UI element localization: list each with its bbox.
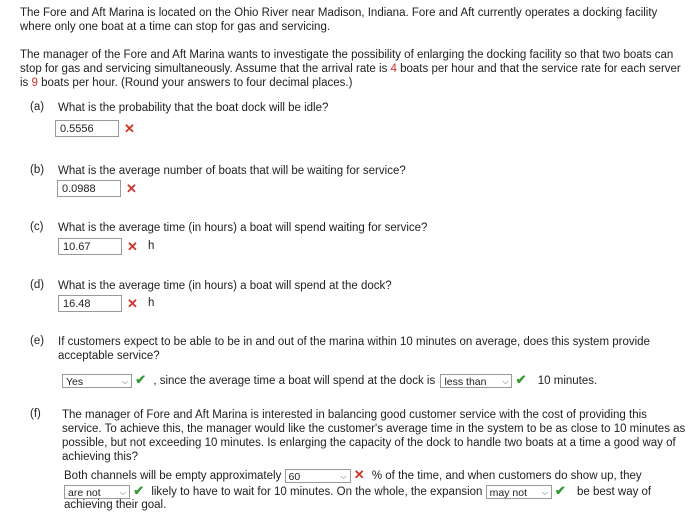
expansion-select-value: may not bbox=[489, 486, 528, 499]
question-c-text: What is the average time (in hours) a boat will spend waiting for service? bbox=[58, 222, 428, 234]
answer-b-input[interactable]: 0.0988 bbox=[57, 180, 121, 197]
unit-c-label: h bbox=[148, 240, 155, 252]
answer-e-end-text: 10 minutes. bbox=[537, 375, 598, 387]
incorrect-a-icon: ✕ bbox=[124, 121, 135, 136]
answer-f-line3: achieving their goal. bbox=[64, 499, 167, 511]
empty-percent-select-value: 60 bbox=[288, 470, 301, 483]
answer-d-input[interactable]: 16.48 bbox=[58, 295, 122, 312]
problem-setup bbox=[20, 48, 685, 90]
question-a-text: What is the probability that the boat dock will be idle? bbox=[58, 102, 329, 114]
answer-f-line1-pre: Both channels will be empty approximately bbox=[64, 470, 282, 482]
expansion-select[interactable] bbox=[486, 485, 552, 499]
comparison-select-value: less than bbox=[444, 375, 487, 388]
answer-c-input[interactable]: 10.67 bbox=[58, 238, 122, 255]
arrival-rate: 4 bbox=[390, 63, 397, 75]
correct-e2-icon: ✔ bbox=[515, 372, 527, 387]
question-a-label: (a) bbox=[30, 101, 45, 113]
correct-e1-icon: ✔ bbox=[135, 372, 147, 387]
service-rate: 9 bbox=[31, 77, 38, 89]
wait-likelihood-select-value: are not bbox=[68, 486, 101, 499]
setup-post: boats per hour. (Round your answers to four decimal places.) bbox=[37, 77, 353, 89]
incorrect-b-icon: ✕ bbox=[126, 181, 137, 196]
answer-a-input[interactable]: 0.5556 bbox=[55, 120, 119, 137]
incorrect-c-icon: ✕ bbox=[127, 239, 138, 254]
question-d-text: What is the average time (in hours) a boat will spend at the dock? bbox=[58, 280, 392, 292]
incorrect-d-icon: ✕ bbox=[127, 296, 138, 311]
correct-f3-icon: ✔ bbox=[554, 483, 566, 498]
answer-f-line1 bbox=[64, 467, 642, 483]
acceptable-select[interactable] bbox=[62, 374, 132, 388]
chevron-down-icon: ⌵ bbox=[121, 376, 128, 386]
answer-e-row bbox=[62, 372, 597, 388]
incorrect-f1-icon: ✕ bbox=[353, 467, 365, 482]
setup-mid: boats per hour and that the service rate for each server is bbox=[20, 63, 681, 89]
answer-e-mid-text: , since the average time a boat will spend at the dock is bbox=[153, 375, 436, 387]
correct-f2-icon: ✔ bbox=[133, 483, 145, 498]
setup-pre: The manager of the Fore and Aft Marina wants to investigate the possibility of enlarging the docking facility so that two boats can stop for gas and servicing simultaneously. Assume that the arrival rate is bbox=[20, 49, 674, 75]
question-e-label: (e) bbox=[30, 335, 45, 347]
unit-d-label: h bbox=[148, 297, 155, 309]
answer-f-line2-end: be best way of bbox=[576, 486, 652, 498]
chevron-down-icon: ⌵ bbox=[119, 487, 126, 497]
question-b-text: What is the average number of boats that will be waiting for service? bbox=[58, 165, 406, 177]
question-f-text: The manager of Fore and Aft Marina is interested in balancing good customer service with the cost of providing this service. To achieve this, the manager would like the customer's average time in the system to be as close to 10 minutes as possible, but not exceeding 10 minutes. Is enlarging the capacity of the dock to handle two boats at a time a good way of achieving this? bbox=[62, 409, 686, 463]
chevron-down-icon: ⌵ bbox=[502, 376, 509, 386]
answer-f-line2-mid: likely to have to wait for 10 minutes. On the whole, the expansion bbox=[151, 486, 483, 498]
wait-likelihood-select[interactable] bbox=[64, 485, 130, 499]
question-f-label: (f) bbox=[30, 408, 41, 420]
question-c-label: (c) bbox=[30, 221, 44, 233]
question-b-label: (b) bbox=[30, 164, 45, 176]
chevron-down-icon: ⌵ bbox=[541, 487, 548, 497]
question-d-label: (d) bbox=[30, 279, 45, 291]
answer-f-line2 bbox=[64, 483, 651, 499]
intro-text: The Fore and Aft Marina is located on the Ohio River near Madison, Indiana. Fore and Aft currently operates a docking facility where only one boat at a time can stop for gas and servicing. bbox=[20, 7, 658, 33]
acceptable-select-value: Yes bbox=[66, 375, 84, 388]
empty-percent-select[interactable] bbox=[285, 469, 351, 483]
chevron-down-icon: ⌵ bbox=[340, 471, 347, 481]
comparison-select[interactable] bbox=[440, 374, 512, 388]
answer-f-line1-post: % of the time, and when customers do show up, they bbox=[371, 470, 642, 482]
question-e-text: If customers expect to be able to be in and out of the marina within 10 minutes on average, does this system provide acceptable service? bbox=[58, 336, 650, 362]
